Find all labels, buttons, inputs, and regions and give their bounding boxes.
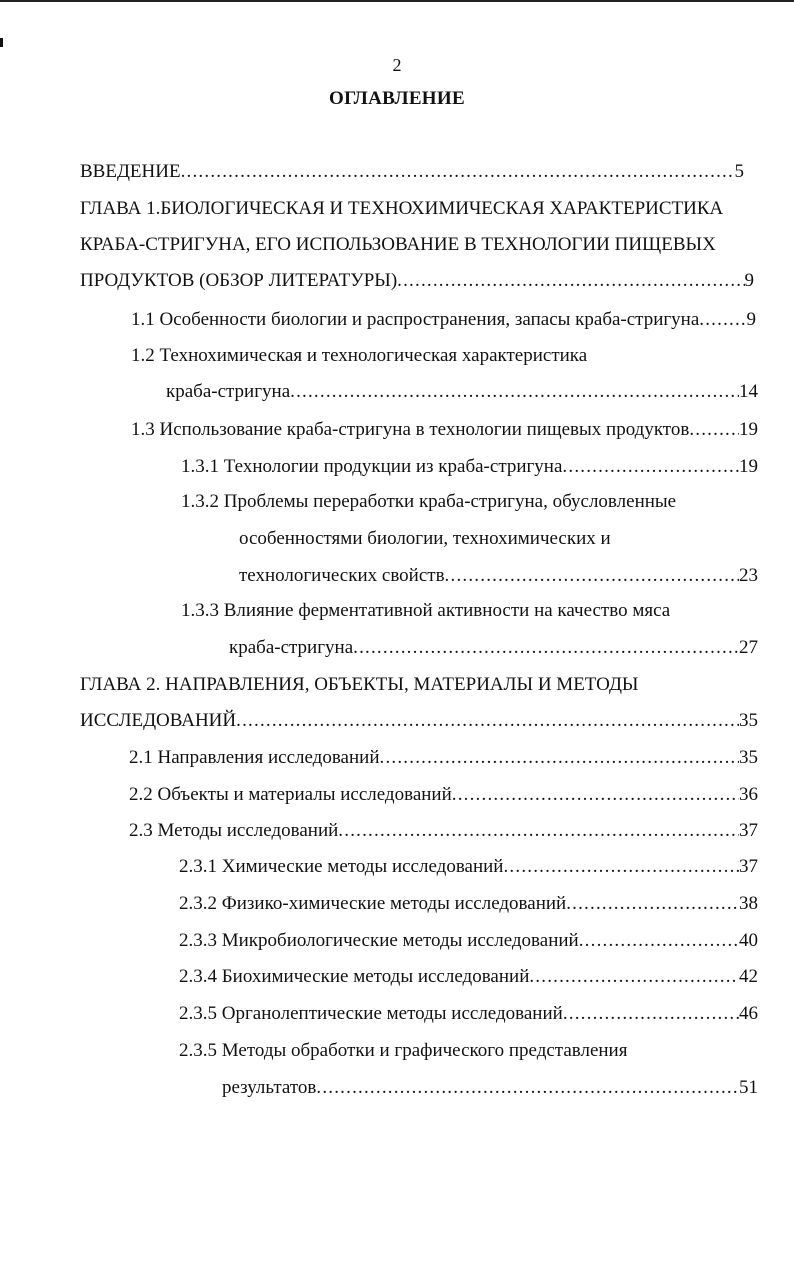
dot-leader — [503, 855, 739, 879]
toc-entry-page: 36 — [739, 784, 758, 805]
toc-entry-title: краба-стригуна — [166, 381, 291, 402]
toc-entry-title: 2.3.4 Биохимические методы исследований — [179, 966, 530, 987]
toc-entry-2-3-2[interactable] — [179, 892, 758, 916]
toc-entry-2-3-4[interactable] — [179, 965, 758, 989]
top-border-line — [0, 0, 794, 2]
scan-mark — [0, 38, 3, 47]
toc-entry-title: 2.3.1 Химические методы исследований — [179, 856, 504, 877]
toc-entry-title: 2.3.2 Физико-химические методы исследований — [179, 893, 567, 914]
toc-entry-page: 38 — [739, 893, 758, 914]
toc-entry-title: результатов — [222, 1077, 317, 1098]
dot-leader — [452, 783, 739, 807]
toc-entry-1-1[interactable] — [131, 308, 756, 332]
toc-entry-chapter1-line1[interactable]: ГЛАВА 1.БИОЛОГИЧЕСКАЯ И ТЕХНОХИМИЧЕСКАЯ ХАРАКТЕРИСТИКА — [80, 198, 724, 219]
toc-entry-chapter1-line2[interactable]: КРАБА-СТРИГУНА, ЕГО ИСПОЛЬЗОВАНИЕ В ТЕХНОЛОГИИ ПИЩЕВЫХ — [80, 234, 716, 255]
toc-entry-title: технологических свойств — [239, 565, 445, 586]
dot-leader — [445, 564, 739, 588]
toc-entry-title: ВВЕДЕНИЕ — [80, 161, 181, 182]
toc-entry-2-3-1[interactable] — [179, 855, 758, 879]
dot-leader — [353, 636, 739, 660]
dot-leader — [562, 455, 739, 479]
toc-entry-1-3-1[interactable] — [181, 455, 758, 479]
toc-entry-title: 1.3 Использование краба-стригуна в технологии пищевых продуктов — [131, 419, 690, 440]
dot-leader — [579, 929, 739, 953]
dot-leader — [290, 380, 739, 404]
dot-leader — [397, 269, 744, 293]
toc-entry-2-3-6[interactable] — [222, 1076, 758, 1100]
dot-leader — [338, 819, 739, 843]
toc-entry-2-1[interactable] — [129, 746, 758, 770]
toc-entry-1-3-3-line1[interactable]: 1.3.3 Влияние ферментативной активности на качество мяса — [181, 600, 671, 621]
toc-title: ОГЛАВЛЕНИЕ — [329, 88, 465, 109]
toc-entry-2-3-3[interactable] — [179, 929, 758, 953]
toc-entry-chapter2[interactable] — [80, 709, 758, 733]
dot-leader — [566, 892, 739, 916]
toc-entry-title: 2.3 Методы исследований — [129, 820, 339, 841]
toc-entry-1-3-2-line2[interactable]: особенностями биологии, технохимических и — [239, 528, 611, 549]
toc-entry-page: 35 — [739, 710, 758, 731]
toc-entry-1-3[interactable] — [131, 418, 758, 442]
dot-leader — [563, 1002, 739, 1026]
toc-entry-page: 37 — [739, 820, 758, 841]
toc-entry-2-3[interactable] — [129, 819, 758, 843]
toc-entry-page: 5 — [734, 161, 744, 182]
toc-entry-page: 23 — [739, 565, 758, 586]
toc-entry-2-2[interactable] — [129, 783, 758, 807]
page-number: 2 — [392, 55, 402, 75]
toc-entry-title: 1.3.1 Технологии продукции из краба-стригуна — [181, 456, 563, 477]
toc-entry-page: 37 — [739, 856, 758, 877]
toc-entry-1-3-2[interactable] — [239, 564, 758, 588]
toc-entry-title: краба-стригуна — [229, 637, 354, 658]
toc-entry-1-2[interactable] — [166, 380, 758, 404]
toc-entry-page: 40 — [739, 930, 758, 951]
toc-entry-page: 46 — [739, 1003, 758, 1024]
toc-entry-page: 14 — [739, 381, 758, 402]
dot-leader — [529, 965, 739, 989]
toc-entry-1-3-2-line1[interactable]: 1.3.2 Проблемы переработки краба-стригуна, обусловленные — [181, 491, 677, 512]
toc-entry-page: 9 — [744, 270, 754, 291]
toc-entry-title: 2.3.5 Органолептические методы исследований — [179, 1003, 563, 1024]
toc-entry-chapter1[interactable] — [80, 269, 754, 293]
toc-entry-page: 27 — [739, 637, 758, 658]
toc-entry-title: 2.2 Объекты и материалы исследований — [129, 784, 452, 805]
dot-leader — [699, 308, 746, 332]
toc-entry-1-2-line1[interactable]: 1.2 Технохимическая и технологическая характеристика — [131, 345, 588, 366]
toc-entry-page: 51 — [739, 1077, 758, 1098]
dot-leader — [236, 709, 739, 733]
toc-entry-page: 9 — [746, 309, 756, 330]
toc-entry-page: 42 — [739, 966, 758, 987]
dot-leader — [316, 1076, 739, 1100]
toc-entry-2-3-5[interactable] — [179, 1002, 758, 1026]
toc-entry-1-3-3[interactable] — [229, 636, 758, 660]
toc-entry-2-3-6-line1[interactable]: 2.3.5 Методы обработки и графического представления — [179, 1040, 628, 1061]
toc-entry-title: ПРОДУКТОВ (ОБЗОР ЛИТЕРАТУРЫ) — [80, 270, 398, 291]
toc-entry-title: 2.1 Направления исследований — [129, 747, 380, 768]
dot-leader — [689, 418, 739, 442]
toc-entry-intro[interactable] — [80, 160, 744, 184]
toc-entry-title: ИССЛЕДОВАНИЙ — [80, 710, 237, 731]
toc-entry-page: 35 — [739, 747, 758, 768]
toc-entry-title: 1.1 Особенности биологии и распространения, запасы краба-стригуна — [131, 309, 700, 330]
toc-entry-chapter2-line1[interactable]: ГЛАВА 2. НАПРАВЛЕНИЯ, ОБЪЕКТЫ, МАТЕРИАЛЫ И МЕТОДЫ — [80, 674, 639, 695]
dot-leader — [380, 746, 740, 770]
toc-entry-page: 19 — [739, 419, 758, 440]
toc-entry-page: 19 — [739, 456, 758, 477]
dot-leader — [181, 160, 735, 184]
toc-entry-title: 2.3.3 Микробиологические методы исследований — [179, 930, 579, 951]
